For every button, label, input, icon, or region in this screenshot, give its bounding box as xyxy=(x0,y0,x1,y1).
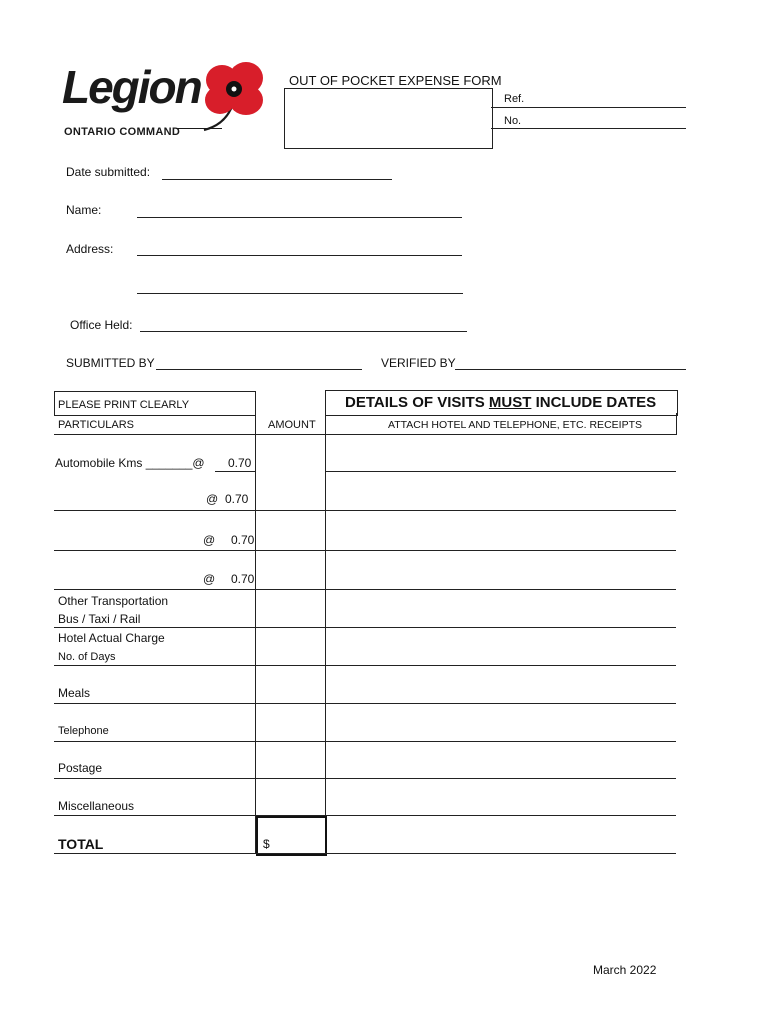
office-held-label: Office Held: xyxy=(70,318,133,332)
ref-line[interactable] xyxy=(491,107,686,108)
form-title: OUT OF POCKET EXPENSE FORM xyxy=(289,73,502,88)
auto-rate-4: 0.70 xyxy=(231,572,255,586)
address-field-2[interactable] xyxy=(137,293,463,294)
date-submitted-label: Date submitted: xyxy=(66,165,151,179)
no-line[interactable] xyxy=(491,128,686,129)
print-clearly-label: PLEASE PRINT CLEARLY xyxy=(58,399,190,411)
other-transport-label: Other Transportation xyxy=(58,594,169,608)
date-submitted-field[interactable] xyxy=(162,179,392,180)
name-label: Name: xyxy=(66,203,102,217)
address-label: Address: xyxy=(66,242,114,256)
row-line-2 xyxy=(54,510,676,511)
ref-label: Ref. xyxy=(504,93,525,105)
office-held-field[interactable] xyxy=(140,331,467,332)
rate-underline xyxy=(215,471,255,472)
submitted-by-field[interactable] xyxy=(156,369,362,370)
auto-rate-1: 0.70 xyxy=(228,456,252,470)
postage-label: Postage xyxy=(58,761,103,775)
verified-by-label: VERIFIED BY xyxy=(381,356,456,370)
auto-at-4: @ xyxy=(203,572,216,586)
col-divider-right xyxy=(676,413,677,435)
auto-kms-label: Automobile Kms _______@ xyxy=(55,456,205,470)
poppy-icon xyxy=(200,56,268,136)
no-of-days-label: No. of Days xyxy=(58,651,116,663)
auto-at-3: @ xyxy=(203,533,216,547)
form-date: March 2022 xyxy=(593,963,657,977)
office-use-box xyxy=(284,88,493,149)
amount-header: AMOUNT xyxy=(268,419,316,431)
auto-rate-2: 0.70 xyxy=(225,492,249,506)
attach-receipts-header: ATTACH HOTEL AND TELEPHONE, ETC. RECEIPTS xyxy=(388,419,642,431)
submitted-by-label: SUBMITTED BY xyxy=(66,356,155,370)
row-line-3 xyxy=(54,550,676,551)
address-field-1[interactable] xyxy=(137,255,462,256)
auto-at-2: @ xyxy=(206,492,219,506)
row-line-5 xyxy=(54,627,676,628)
no-label: No. xyxy=(504,115,522,127)
telephone-label: Telephone xyxy=(58,725,109,737)
bus-taxi-rail-label: Bus / Taxi / Rail xyxy=(58,612,141,626)
particulars-header: PARTICULARS xyxy=(58,419,135,431)
auto-rate-3: 0.70 xyxy=(231,533,255,547)
header-bottom-line xyxy=(54,434,676,435)
row-line-9 xyxy=(54,778,676,779)
dollar-sign: $ xyxy=(263,837,270,851)
name-field[interactable] xyxy=(137,217,462,218)
row-line-total xyxy=(54,853,676,854)
row-line-1 xyxy=(325,471,676,472)
details-header: DETAILS OF VISITS MUST INCLUDE DATES xyxy=(345,394,657,411)
logo-wordmark: Legion xyxy=(62,61,201,113)
row-line-10 xyxy=(54,815,676,816)
row-line-4 xyxy=(54,589,676,590)
logo-swoosh xyxy=(176,128,222,129)
meals-label: Meals xyxy=(58,686,91,700)
row-line-8 xyxy=(54,741,676,742)
col-divider-2 xyxy=(325,391,326,854)
col-divider-1 xyxy=(255,391,256,854)
logo-subtitle: ONTARIO COMMAND xyxy=(64,126,181,138)
hotel-charge-label: Hotel Actual Charge xyxy=(58,631,165,645)
row-line-7 xyxy=(54,703,676,704)
verified-by-field[interactable] xyxy=(455,369,686,370)
miscellaneous-label: Miscellaneous xyxy=(58,799,135,813)
row-line-6 xyxy=(54,665,676,666)
total-label: TOTAL xyxy=(58,836,104,852)
